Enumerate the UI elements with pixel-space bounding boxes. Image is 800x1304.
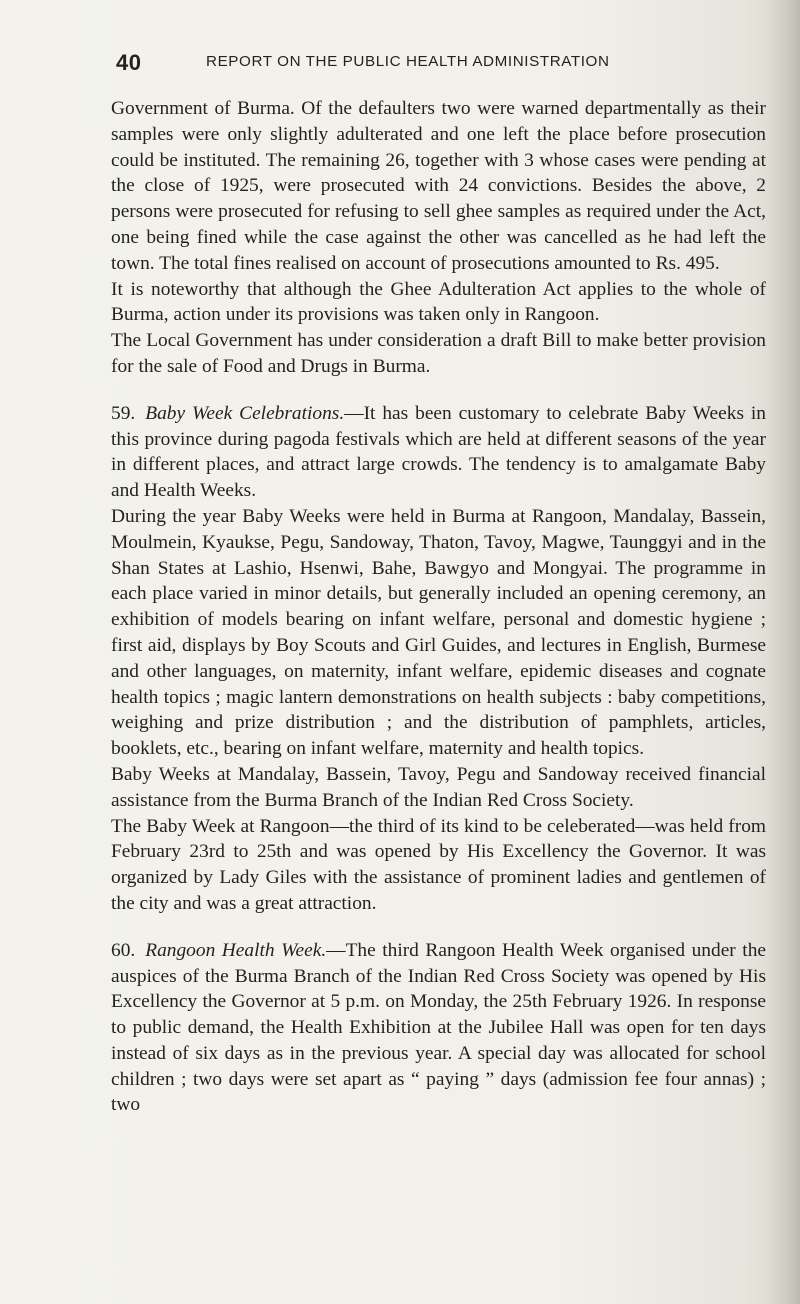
page-header — [0, 46, 800, 76]
running-title: REPORT ON THE PUBLIC HEALTH ADMINISTRATION — [206, 53, 610, 70]
section-heading: Rangoon Health Week. — [145, 939, 327, 961]
paragraph-ghee-prosecutions: Government of Burma. Of the defaulters two were warned departmentally as their samples were only slightly adulterated and one left the place before prosecution could be instituted. The remaining 26, together with 3 whose cases were pending at the close of 1925, were prosecuted with 24 convictions. Besides the above, 2 persons were prosecuted for refusing to sell ghee samples as required under the Act, one being fined while the case against the other was cancelled as he had left the town. The total fines realised on account of prosecutions amounted to Rs. 495. — [111, 98, 766, 274]
section-heading: Baby Week Celebrations. — [145, 402, 345, 424]
section-60-paragraph — [111, 938, 766, 1119]
paragraph-ghee-act-scope: It is noteworthy that although the Ghee Adulteration Act applies to the whole of Burma, action under its provisions was taken only in Rangoon. — [111, 278, 766, 326]
section-text: —The third Rangoon Health Week organised under the auspices of the Burma Branch of the Indian Red Cross Society was opened by His Excellency the Governor at 5 p.m. on Monday, the 25th February 1926. In response to public demand, the Health Exhibition at the Jubilee Hall was open for ten days instead of six days as in the previous year. A special day was allocated for school children ; two days were set apart as “ paying ” days (admission fee four annas) ; two — [111, 939, 766, 1116]
page-edge-shadow — [766, 0, 800, 1304]
paragraph-red-cross-assistance: Baby Weeks at Mandalay, Bassein, Tavoy, Pegu and Sandoway received financial assistance from the Burma Branch of the Indian Red Cross Society. — [111, 763, 766, 811]
section-number: 60. — [111, 939, 136, 961]
section-number: 59. — [111, 402, 136, 424]
section-text: —It has been customary to celebrate Baby Weeks in this province during pagoda festivals which are held at different seasons of the year in different places, and attract large crowds. The tendency is to amalgamate Baby and Health Weeks. — [111, 402, 766, 502]
page-number: 40 — [116, 50, 142, 75]
paragraph-baby-weeks-held: During the year Baby Weeks were held in Burma at Rangoon, Mandalay, Bassein, Moulmein, Kyaukse, Pegu, Sandoway, Thaton, Tavoy, Magwe, Taunggyi and in the Shan States at Lashio, Hsenwi, Bahe, Bawgyo and Mongyai. The programme in each place varied in minor details, but generally included an opening ceremony, an exhibition of models bearing on infant welfare, personal and domestic hygiene ; first aid, displays by Boy Scouts and Girl Guides, and lectures in English, Burmese and other languages, on maternity, infant welfare, epidemic diseases and cognate health topics ; magic lantern demonstrations on health subjects : baby competitions, weighing and prize distribution ; and the distribution of pamphlets, articles, booklets, etc., bearing on infant welfare, maternity and health topics. — [111, 505, 766, 760]
body-text — [111, 96, 766, 1118]
paragraph-rangoon-baby-week: The Baby Week at Rangoon—the third of its kind to be celeberated—was held from February 23rd to 25th and was opened by His Excellency the Governor. It was organized by Lady Giles with the assistance of prominent ladies and gentlemen of the city and was a great attraction. — [111, 815, 766, 914]
section-59-paragraph — [111, 401, 766, 504]
paragraph-food-drugs-bill: The Local Government has under consideration a draft Bill to make better provision for the sale of Food and Drugs in Burma. — [111, 330, 766, 377]
